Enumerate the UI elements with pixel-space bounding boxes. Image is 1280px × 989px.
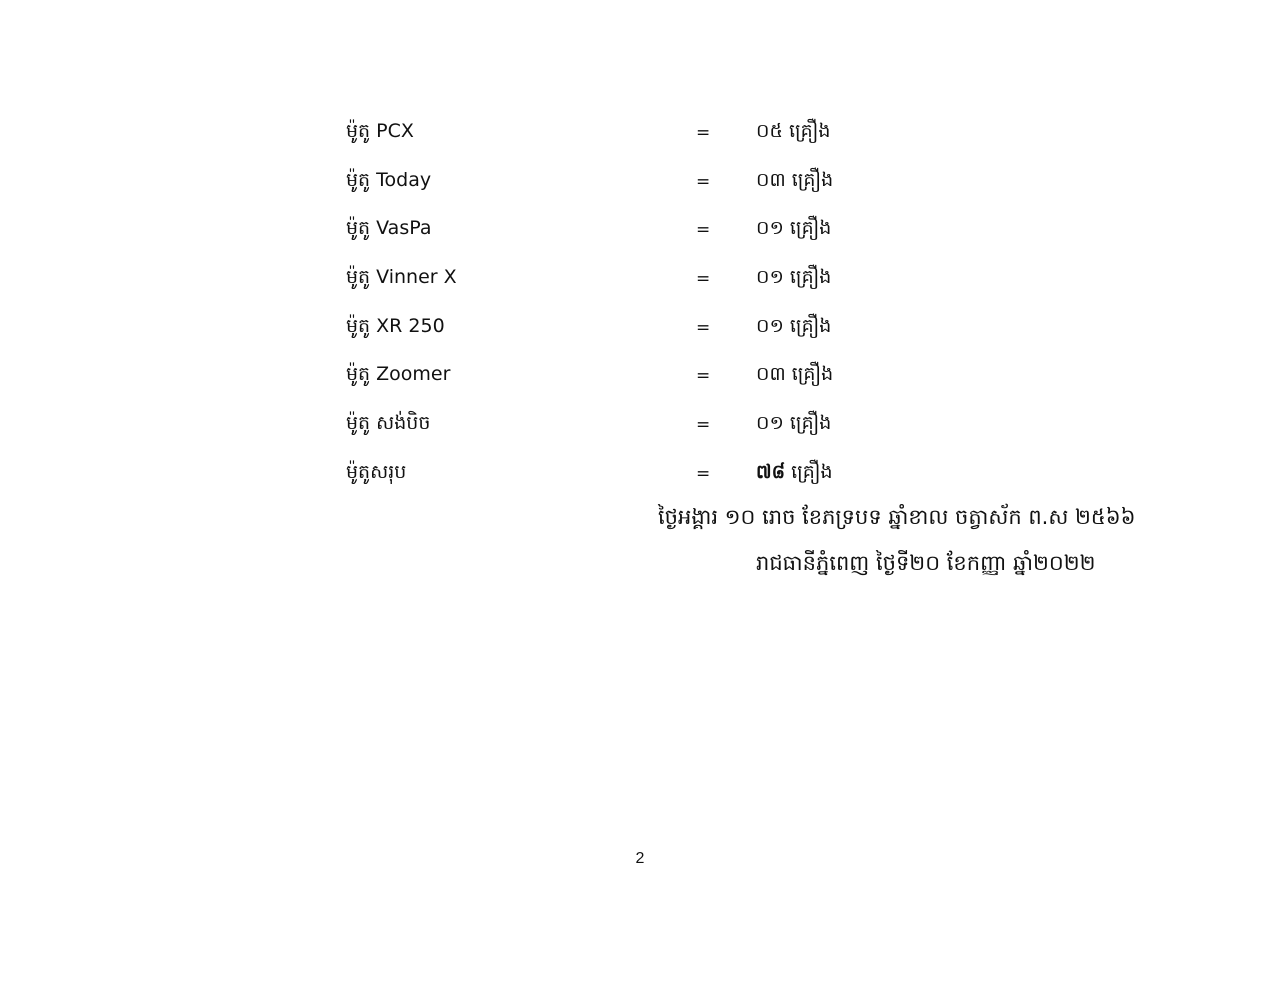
- item-count: ០១: [756, 412, 784, 435]
- vehicle-list: [0, 110, 1280, 500]
- item-value: [756, 410, 831, 436]
- item-count: ០៣: [756, 168, 786, 191]
- list-item: [0, 256, 1280, 305]
- item-count: ០១: [756, 314, 784, 337]
- total-label: ម៉ូតូសរុប: [346, 460, 407, 483]
- item-count: ០៥: [756, 120, 783, 142]
- item-value: [756, 167, 833, 193]
- equals-sign: =: [696, 123, 711, 143]
- item-value: [756, 264, 831, 290]
- equals-sign: =: [696, 171, 711, 192]
- item-label: ម៉ូតូ XR 250: [346, 314, 445, 337]
- list-item: [0, 402, 1280, 451]
- item-count: ០១: [756, 217, 784, 240]
- total-value: [756, 459, 833, 485]
- item-value: [756, 361, 833, 387]
- item-unit: គ្រឿង: [789, 217, 832, 240]
- equals-sign: =: [696, 317, 711, 338]
- item-label: ម៉ូតូ Zoomer: [346, 363, 451, 386]
- item-unit: គ្រឿង: [789, 266, 832, 289]
- item-unit: គ្រឿង: [788, 120, 831, 142]
- equals-sign: =: [696, 269, 711, 290]
- item-unit: គ្រឿង: [791, 363, 834, 386]
- item-label: ម៉ូតូ Vinner X: [346, 266, 457, 289]
- item-count: ០១: [756, 266, 784, 289]
- item-label: ម៉ូតូ VasPa: [346, 217, 432, 240]
- equals-sign: =: [696, 220, 711, 241]
- item-value: [756, 215, 831, 241]
- item-label: ម៉ូតូ សង់បិច: [346, 412, 431, 435]
- item-label: ម៉ូតូ Today: [346, 168, 432, 191]
- list-item: [0, 159, 1280, 208]
- item-label: ម៉ូតូ PCX: [346, 120, 414, 142]
- total-unit: គ្រឿង: [791, 460, 833, 483]
- solar-date: រាជធានីភ្នំពេញ ថ្ងៃទី២០ ខែកញ្ញា ឆ្នាំ២០២២: [756, 551, 1096, 575]
- equals-sign: =: [696, 463, 711, 484]
- total-count: ៧៨: [756, 460, 786, 483]
- equals-sign: =: [696, 415, 711, 436]
- list-item: [0, 305, 1280, 354]
- item-unit: គ្រឿង: [789, 314, 832, 337]
- list-item: [0, 353, 1280, 402]
- item-count: ០៣: [756, 363, 786, 386]
- total-row: [0, 451, 1280, 500]
- equals-sign: =: [696, 366, 711, 387]
- item-value: [756, 313, 831, 339]
- list-item: [0, 110, 1280, 159]
- item-unit: គ្រឿង: [789, 412, 832, 435]
- item-unit: គ្រឿង: [791, 168, 834, 191]
- lunar-date: ថ្ងៃអង្គារ ១០ រោច ខែភទ្របទ ឆ្នាំខាល ចត្វាស័ក ព.ស ២៥៦៦: [658, 505, 1136, 529]
- item-value: [756, 118, 830, 144]
- list-item: [0, 207, 1280, 256]
- page-number: 2: [635, 850, 645, 867]
